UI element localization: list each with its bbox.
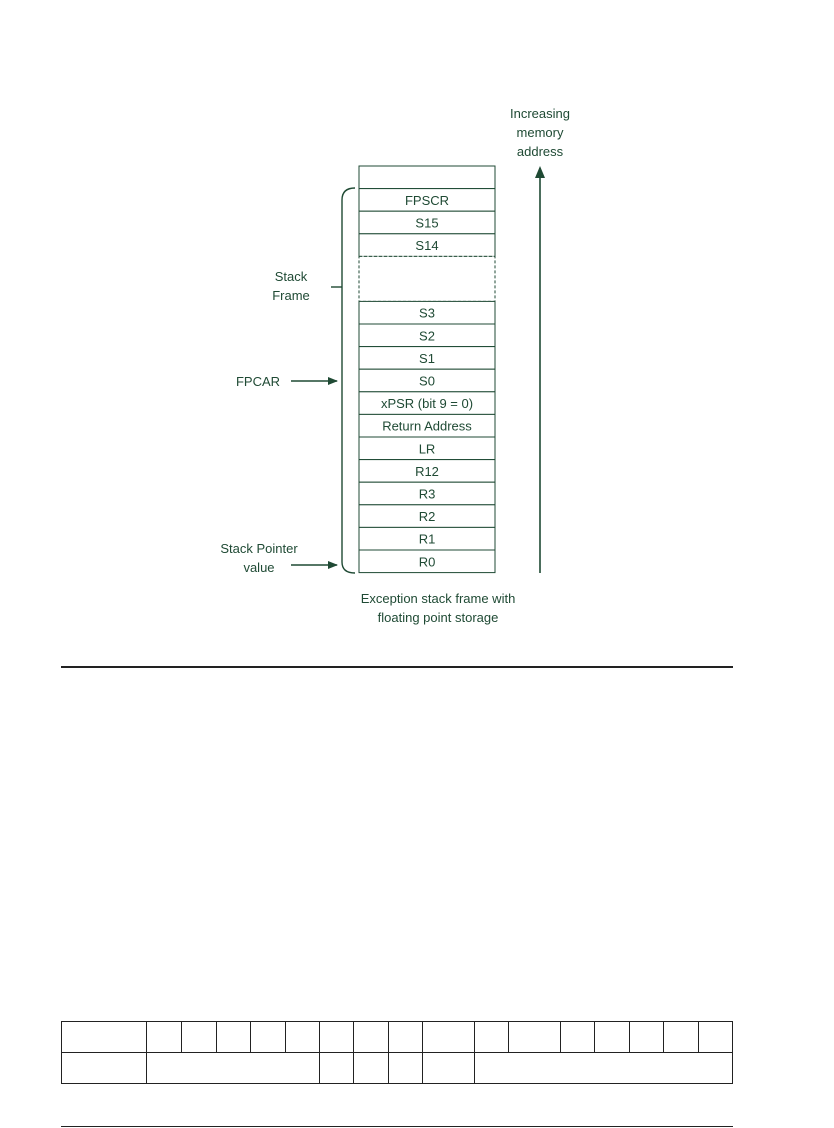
table-cell xyxy=(698,1022,732,1053)
field-row xyxy=(62,1053,733,1084)
table-cell xyxy=(320,1053,354,1084)
stack-cells xyxy=(359,166,495,573)
table-cell xyxy=(388,1053,422,1084)
stack-cell-label: S3 xyxy=(419,305,435,321)
table-cell xyxy=(474,1053,732,1084)
table-cell xyxy=(62,1053,147,1084)
stack-cell-label: xPSR (bit 9 = 0) xyxy=(380,396,474,412)
stack-cell-label: S15 xyxy=(415,215,439,231)
stack-cell xyxy=(359,166,495,189)
stack-cell-label: R1 xyxy=(418,531,436,547)
table-cell xyxy=(423,1022,475,1053)
bit-number-row xyxy=(62,1022,733,1053)
table-cell xyxy=(388,1022,422,1053)
stack-frame-label-line2: Frame xyxy=(272,288,310,303)
table-cell xyxy=(474,1022,508,1053)
table-cell xyxy=(285,1022,319,1053)
stack-cell-label: R0 xyxy=(418,554,436,570)
memory-axis-label-line2: memory xyxy=(516,125,564,140)
caption-line1: Exception stack frame with xyxy=(360,591,516,606)
stack-cell-label: S2 xyxy=(419,328,435,344)
stack-cell-label: S14 xyxy=(415,238,439,254)
table-cell xyxy=(182,1022,216,1053)
stack-pointer-label-line2: value xyxy=(243,560,275,575)
stack-cell-label: LR xyxy=(418,441,436,457)
table-cell xyxy=(354,1022,388,1053)
memory-axis-label-line1: Increasing xyxy=(510,106,570,121)
stack-cell-label: S1 xyxy=(419,350,435,366)
stack-frame-label-line1: Stack xyxy=(274,269,308,284)
table-cell xyxy=(664,1022,698,1053)
register-bit-table xyxy=(61,1021,733,1084)
stack-cell-label: Return Address xyxy=(382,418,472,434)
table-cell xyxy=(62,1022,147,1053)
memory-axis-arrowhead xyxy=(535,166,545,178)
table-cell xyxy=(216,1022,250,1053)
stack-cell-label: R12 xyxy=(415,463,439,479)
stack-pointer-label-line1: Stack Pointer xyxy=(220,541,298,556)
table-cell xyxy=(423,1053,475,1084)
fpcar-label: FPCAR xyxy=(235,374,281,389)
table-cell xyxy=(595,1022,629,1053)
table-cell xyxy=(251,1022,285,1053)
table-cell xyxy=(560,1022,594,1053)
table-cell xyxy=(146,1053,319,1084)
stack-cell-label: R3 xyxy=(418,486,436,502)
stack-cell-label: R2 xyxy=(418,509,436,525)
caption-line2: floating point storage xyxy=(377,610,499,625)
stack-frame-bracket xyxy=(342,188,355,573)
stack-cell-label: FPSCR xyxy=(404,192,450,208)
stack-cell xyxy=(359,256,495,301)
section-divider-bottom xyxy=(61,1126,733,1127)
table-cell xyxy=(629,1022,663,1053)
memory-axis-label-line3: address xyxy=(516,144,564,159)
table-cell xyxy=(509,1022,561,1053)
table-cell xyxy=(354,1053,388,1084)
stack-cell-label: S0 xyxy=(419,373,435,389)
table-cell xyxy=(320,1022,354,1053)
section-divider-top xyxy=(61,666,733,668)
table-cell xyxy=(146,1022,181,1053)
